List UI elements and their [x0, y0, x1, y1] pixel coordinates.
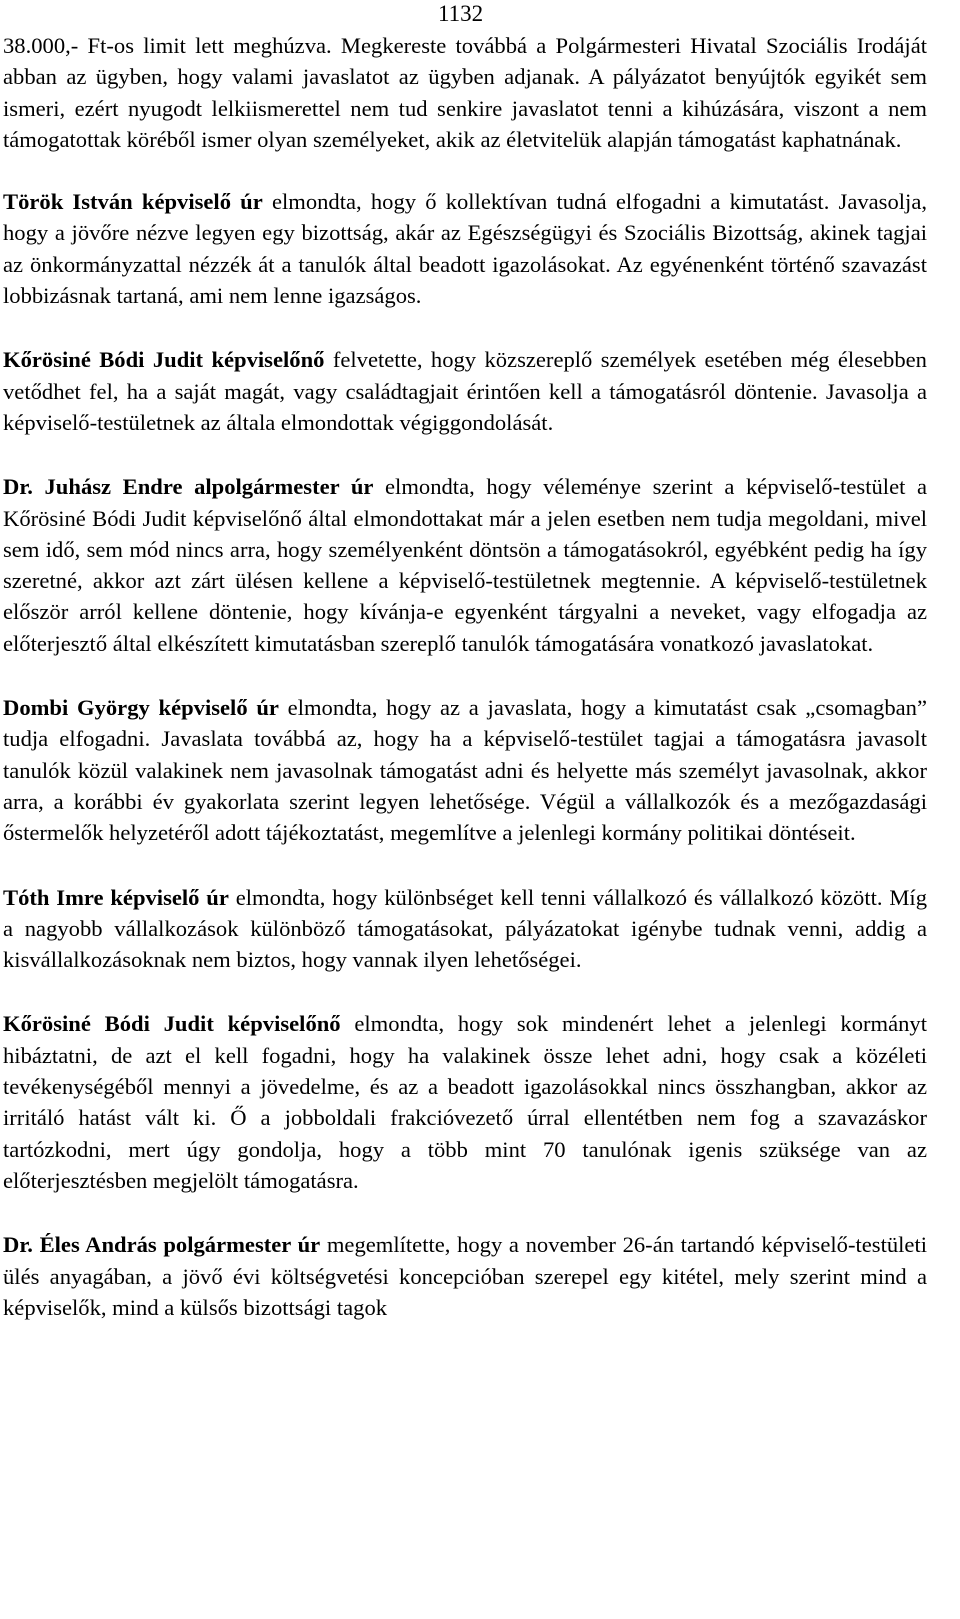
paragraph-2: [3, 186, 927, 311]
paragraph-5: [3, 692, 927, 848]
paragraph-text: megemlítette, hogy a november 26-án tartandó képviselő-testületi ülés anyagában, a jövő évi költségvetési koncepcióban szerepel egy kitétel, mely szerint mind a képviselők, mind a külsős bizottsági tagok: [3, 1232, 928, 1320]
paragraph-7: [3, 1008, 927, 1196]
page-number: 1132: [438, 1, 484, 26]
speaker-name: Kőrösiné Bódi Judit képviselőnő: [3, 347, 325, 373]
paragraph-text: elmondta, hogy ő kollektívan tudná elfogadni a kimutatást. Javasolja, hogy a jövőre nézve legyen egy bizottság, akár az Egészségügyi és Szociális Bizottság, akinek tagjai az önkormányzattal nézzék át a tanulók által beadott igazolásokat. Az egyénenként történő szavazást lobbizásnak tartaná, ami nem lenne igazságos.: [3, 189, 927, 309]
paragraph-8: [3, 1229, 927, 1323]
speaker-name: Dombi György képviselő úr: [3, 695, 279, 721]
speaker-name: Dr. Éles András polgármester úr: [3, 1232, 321, 1258]
speaker-name: Dr. Juhász Endre alpolgármester úr: [3, 474, 374, 500]
paragraph-text: 38.000,- Ft-os limit lett meghúzva. Megkereste továbbá a Polgármesteri Hivatal Szociális Irodáját abban az ügyben, hogy valami javaslatot az ügyben adjanak. A pályázatot benyújtók egyikét sem ismeri, ezért nyugodt lelkiismerettel nem tud senkire javaslatot tenni a kihúzására, viszont a nem támogatottak köréből ismer olyan személyeket, akik az életvitelük alapján támogatást kaphatnának.: [3, 33, 927, 152]
document-body: [3, 30, 927, 1356]
paragraph-text: felvetette, hogy közszereplő személyek esetében még élesebben vetődhet fel, ha a saját magát, vagy családtagjait érintően kell a támogatásról döntenie. Javasolja a képviselő-testületnek az általa elmondottak végiggondolását.: [3, 347, 927, 435]
paragraph-text: elmondta, hogy különbséget kell tenni vállalkozó és vállalkozó között. Míg a nagyobb vállalkozások különböző támogatásokat, pályázatokat igénybe tudnak venni, addig a kisvállalkozásoknak nem biztos, hogy vannak ilyen lehetőségei.: [3, 884, 927, 973]
paragraph-text: elmondta, hogy sok mindenért lehet a jelenlegi kormányt hibáztatni, de azt el kell fogadni, hogy ha valakinek össze lehet adni, hogy csak a közéleti tevékenységéből mennyi a jövedelme, és az a beadott igazolásokkal nincs összhangban, akkor az irritáló hatást vált ki. Ő a jobboldali frakcióvezető úrral ellentétben nem fog a szavazáskor tartózkodni, mert úgy gondolja, hogy a több mint 70 tanulónak igenis szüksége van az előterjesztésben megjelölt támogatásra.: [3, 1011, 927, 1193]
paragraph-text: elmondta, hogy véleménye szerint a képviselő-testület a Kőrösiné Bódi Judit képviselőnő által elmondottakat már a jelen esetben nem tudja megoldani, mivel sem idő, sem mód nincs arra, hogy személyenként döntsön a támogatásokról, egyébként pedig ha így szeretné, akkor azt zárt ülésen kellene a képviselő-testületnek megtennie. A képviselő-testületnek először arról kellene döntenie, hogy kívánja-e egyenként tárgyalni a neveket, vagy elfogadja az előterjesztő által elkészített kimutatásban szereplő tanulók támogatására vonatkozó javaslatokat.: [3, 474, 927, 656]
paragraph-4: [3, 471, 927, 659]
paragraph-3: [3, 344, 927, 438]
paragraph-6: [3, 882, 927, 976]
paragraph-1: [3, 30, 927, 155]
speaker-name: Török István képviselő úr: [3, 189, 263, 215]
paragraph-text: elmondta, hogy az a javaslata, hogy a kimutatást csak „csomagban” tudja elfogadni. Javaslata továbbá az, hogy ha a képviselő-testület tagjai a támogatásra javasolt tanulók közül valakinek nem javasolnak támogatást adni és helyette más személyt javasolnak, akkor arra, a korábbi év gyakorlata szerint legyen lehetősége. Végül a vállalkozók és a mezőgazdasági őstermelők helyzetéről adott tájékoztatást, megemlítve a jelenlegi kormány politikai döntéseit.: [3, 695, 927, 846]
speaker-name: Tóth Imre képviselő úr: [3, 884, 229, 910]
speaker-name: Kőrösiné Bódi Judit képviselőnő: [3, 1011, 341, 1037]
